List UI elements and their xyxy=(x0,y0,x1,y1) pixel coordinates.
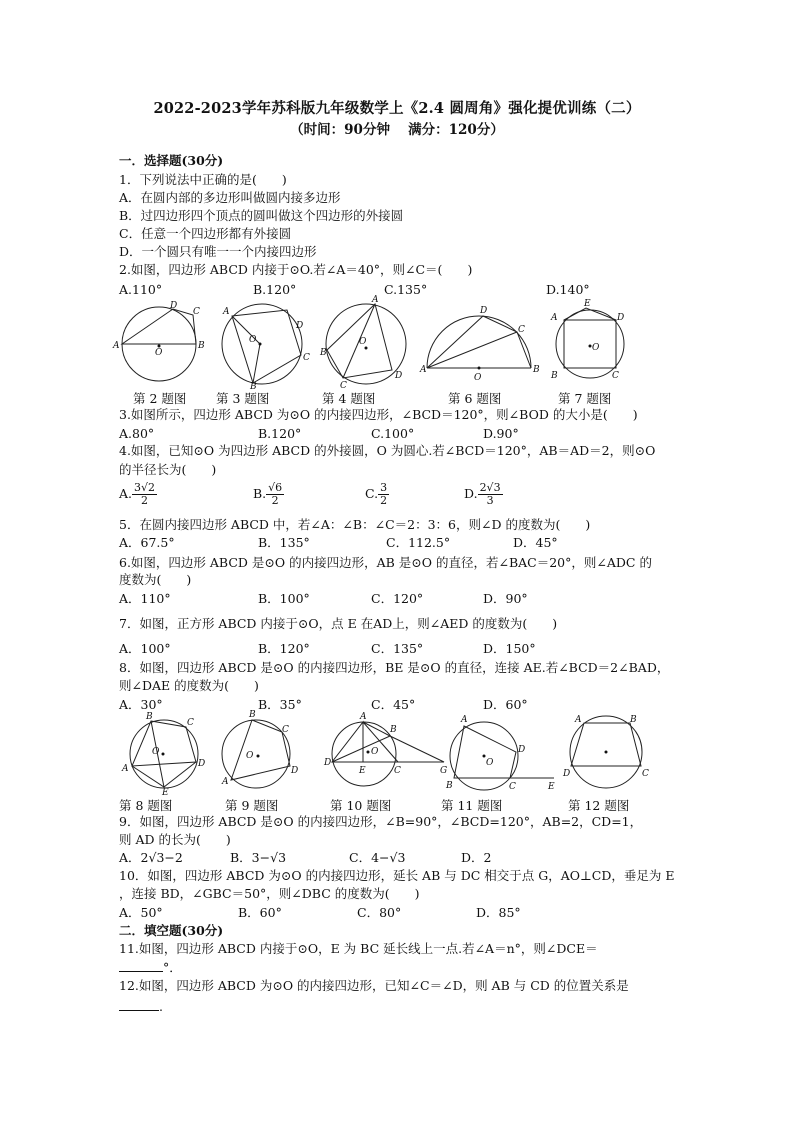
option-label: C. xyxy=(365,486,379,501)
q2-stem: 2.如图，四边形 ABCD 内接于⊙O.若∠A＝40°，则∠C＝( ) xyxy=(119,262,473,277)
q6-stem: 6.如图，四边形 ABCD 是⊙O 的内接四边形，AB 是⊙O 的直径，若∠BAC＝20°，则∠ADC 的 xyxy=(119,555,652,570)
svg-text:B: B xyxy=(250,382,257,392)
q4-option-b xyxy=(253,482,284,507)
svg-text:B: B xyxy=(630,715,637,725)
q10-option-c: C．80° xyxy=(357,905,402,920)
svg-text:O: O xyxy=(359,337,367,347)
svg-text:G: G xyxy=(440,766,448,776)
svg-text:B: B xyxy=(198,341,205,351)
svg-text:C: C xyxy=(303,353,310,363)
q7-option-c: C．135° xyxy=(371,641,424,656)
q8-option-a: A．30° xyxy=(119,697,163,712)
page-subtitle: （时间：90分钟 满分：120分） xyxy=(290,122,504,138)
denominator: 2 xyxy=(141,494,149,507)
denominator: 2 xyxy=(380,494,388,507)
svg-text:C: C xyxy=(642,769,649,779)
q2-option-a: A.110° xyxy=(119,282,163,297)
svg-text:C: C xyxy=(518,325,525,335)
numerator: √6 xyxy=(268,481,283,494)
q9-option-d: D．2 xyxy=(461,850,492,865)
option-label: A. xyxy=(119,486,133,501)
svg-text:A: A xyxy=(360,712,367,722)
q9-option-b: B．3−√3 xyxy=(230,850,287,865)
figure-q2 xyxy=(113,301,208,388)
fraction xyxy=(266,482,284,507)
option-label: B. xyxy=(253,486,267,501)
svg-text:D: D xyxy=(291,766,299,776)
svg-text:A: A xyxy=(222,777,229,787)
svg-text:A: A xyxy=(113,341,120,351)
svg-text:C: C xyxy=(612,371,619,381)
q2-option-b: B.120° xyxy=(253,282,297,297)
svg-text:O: O xyxy=(371,747,379,757)
q10-option-d: D．85° xyxy=(476,905,521,920)
section-heading-fill: 二．填空题(30分) xyxy=(119,923,224,938)
figure-q4 xyxy=(320,295,412,391)
q3-option-a: A.80° xyxy=(119,426,155,441)
q3-stem: 3.如图所示，四边形 ABCD 为⊙O 的内接四边形，∠BCD＝120°，则∠BOD 的大小是( ) xyxy=(119,407,638,422)
svg-text:A: A xyxy=(223,307,230,317)
q6-option-d: D．90° xyxy=(483,591,528,606)
q7-option-a: A．100° xyxy=(119,641,171,656)
q7-option-b: B．120° xyxy=(258,641,310,656)
figure-caption: 第 12 题图 xyxy=(568,798,630,813)
svg-text:O: O xyxy=(486,758,494,768)
q1-stem: 1．下列说法中正确的是( ) xyxy=(119,172,287,187)
svg-text:C: C xyxy=(509,782,516,792)
figure-q7 xyxy=(548,298,632,384)
q4-stem-cont: 的半径长为( ) xyxy=(119,462,217,477)
svg-text:D: D xyxy=(296,321,304,331)
q6-option-a: A．110° xyxy=(119,591,171,606)
q4-option-d xyxy=(464,482,503,507)
q8-option-d: D．60° xyxy=(483,697,528,712)
figure-caption: 第 10 题图 xyxy=(330,798,392,813)
page-title: 2022-2023学年苏科版九年级数学上《2.4 圆周角》强化提优训练（二） xyxy=(153,100,641,117)
svg-text:A: A xyxy=(461,715,468,725)
svg-text:B: B xyxy=(390,725,397,735)
q9-option-a: A．2√3−2 xyxy=(119,850,183,865)
q11-stem: 11.如图，四边形 ABCD 内接于⊙O，E 为 BC 延长线上一点.若∠A＝n°，则∠DCE＝ xyxy=(119,941,598,956)
numerator: 2√3 xyxy=(479,481,501,494)
q10-stem: 10．如图，四边形 ABCD 为⊙O 的内接四边形，延长 AB 与 DC 相交于点 G，AO⊥CD，垂足为 E xyxy=(119,868,675,883)
svg-text:O: O xyxy=(152,747,160,757)
svg-text:D: D xyxy=(170,301,178,311)
svg-text:O: O xyxy=(592,343,600,353)
svg-text:B: B xyxy=(146,712,153,722)
fraction xyxy=(132,482,157,507)
q7-stem: 7．如图，正方形 ABCD 内接于⊙O，点 E 在AD上，则∠AED 的度数为( ) xyxy=(119,616,558,631)
q12-stem: 12.如图，四边形 ABCD 为⊙O 的内接四边形，已知∠C＝∠D，则 AB 与 CD 的位置关系是 xyxy=(119,978,629,993)
fraction xyxy=(478,482,503,507)
figure-caption: 第 7 题图 xyxy=(558,391,612,406)
q6-option-b: B．100° xyxy=(258,591,310,606)
q8-option-b: B．35° xyxy=(258,697,302,712)
figure-caption: 第 8 题图 xyxy=(119,798,173,813)
q10-option-a: A．50° xyxy=(119,905,163,920)
svg-text:C: C xyxy=(193,307,200,317)
section-heading-choice: 一．选择题(30分) xyxy=(119,153,224,168)
q6-stem-cont: 度数为( ) xyxy=(119,572,192,587)
svg-text:C: C xyxy=(282,725,289,735)
figure-caption: 第 11 题图 xyxy=(441,798,503,813)
q5-stem: 5．在圆内接四边形 ABCD 中，若∠A：∠B：∠C＝2：3：6，则∠D 的度数为( ) xyxy=(119,517,591,532)
svg-text:B: B xyxy=(533,365,540,375)
svg-text:O: O xyxy=(246,751,254,761)
svg-text:O: O xyxy=(474,373,482,383)
figure-q12 xyxy=(562,710,649,794)
svg-text:C: C xyxy=(394,766,401,776)
svg-text:E: E xyxy=(162,788,169,798)
figure-caption: 第 3 题图 xyxy=(216,391,270,406)
figure-caption: 第 2 题图 xyxy=(133,391,187,406)
figure-caption: 第 6 题图 xyxy=(448,391,502,406)
svg-text:B: B xyxy=(551,371,558,381)
svg-text:D: D xyxy=(617,313,625,323)
svg-text:A: A xyxy=(420,365,427,375)
denominator: 3 xyxy=(486,494,494,507)
q5-option-c: C．112.5° xyxy=(386,535,451,550)
figure-caption: 第 4 题图 xyxy=(322,391,376,406)
svg-text:B: B xyxy=(320,348,327,358)
q8-stem-cont: 则∠DAE 的度数为( ) xyxy=(119,678,259,693)
figure-caption: 第 9 题图 xyxy=(225,798,279,813)
q4-option-c xyxy=(365,482,389,507)
q5-option-a: A．67.5° xyxy=(119,535,175,550)
q4-option-a xyxy=(119,482,157,507)
q9-option-c: C．4−√3 xyxy=(349,850,406,865)
q11-answer-line xyxy=(119,959,182,976)
q1-option-d: D．一个圆只有唯一一个内接四边形 xyxy=(119,244,317,259)
svg-text:D: D xyxy=(324,758,332,768)
svg-text:A: A xyxy=(575,715,582,725)
numerator: 3 xyxy=(380,481,388,494)
svg-text:D: D xyxy=(518,745,526,755)
q10-stem-cont: ，连接 BD，∠GBC＝50°，则∠DBC 的度数为( ) xyxy=(119,886,420,901)
svg-text:A: A xyxy=(372,295,379,305)
svg-text:O: O xyxy=(155,348,163,358)
q5-option-d: D．45° xyxy=(513,535,558,550)
figure-q8 xyxy=(118,712,210,798)
q2-option-c: C.135° xyxy=(384,282,428,297)
svg-text:D: D xyxy=(563,769,571,779)
q3-option-d: D.90° xyxy=(483,426,519,441)
q9-stem-cont: 则 AD 的长为( ) xyxy=(119,832,231,847)
q3-option-c: C.100° xyxy=(371,426,415,441)
fraction xyxy=(378,482,389,507)
svg-text:D: D xyxy=(480,306,488,316)
q12-answer-line xyxy=(119,998,163,1015)
q6-option-c: C．120° xyxy=(371,591,424,606)
q11-unit: °． xyxy=(163,960,182,975)
svg-text:A: A xyxy=(122,764,129,774)
figure-q11 xyxy=(446,712,558,796)
figure-q10 xyxy=(322,712,452,792)
q7-option-d: D．150° xyxy=(483,641,536,656)
svg-text:O: O xyxy=(249,335,257,345)
svg-text:B: B xyxy=(249,710,256,720)
answer-blank[interactable] xyxy=(119,959,163,972)
svg-text:E: E xyxy=(584,299,591,309)
q12-end: . xyxy=(159,999,163,1014)
svg-text:D: D xyxy=(395,371,403,381)
svg-text:C: C xyxy=(340,381,347,391)
figure-q3 xyxy=(218,298,310,392)
q5-option-b: B．135° xyxy=(258,535,310,550)
svg-text:B: B xyxy=(446,781,453,791)
q4-stem: 4.如图，已知⊙O 为四边形 ABCD 的外接圆，O 为圆心.若∠BCD＝120°，AB＝AD＝2，则⊙O xyxy=(119,443,656,458)
svg-text:C: C xyxy=(187,718,194,728)
q3-option-b: B.120° xyxy=(258,426,302,441)
numerator: 3√2 xyxy=(134,481,156,494)
denominator: 2 xyxy=(271,494,279,507)
option-label: D. xyxy=(464,486,478,501)
q1-option-b: B．过四边形四个顶点的圆叫做这个四边形的外接圆 xyxy=(119,208,404,223)
svg-text:E: E xyxy=(548,782,555,792)
figure-q9 xyxy=(218,712,300,796)
q8-stem: 8．如图，四边形 ABCD 是⊙O 的内接四边形，BE 是⊙O 的直径，连接 AE.若∠BCD＝2∠BAD， xyxy=(119,660,670,675)
figure-q6 xyxy=(420,302,540,383)
q1-option-a: A．在圆内部的多边形叫做圆内接多边形 xyxy=(119,190,341,205)
q8-option-c: C．45° xyxy=(371,697,416,712)
q9-stem: 9．如图，四边形 ABCD 是⊙O 的内接四边形，∠B=90°，∠BCD=120°，AB=2，CD=1， xyxy=(119,814,643,829)
svg-text:A: A xyxy=(551,313,558,323)
q1-option-c: C．任意一个四边形都有外接圆 xyxy=(119,226,292,241)
q10-option-b: B．60° xyxy=(238,905,282,920)
answer-blank[interactable] xyxy=(119,998,159,1011)
svg-text:E: E xyxy=(359,766,366,776)
svg-text:D: D xyxy=(198,759,206,769)
q2-option-d: D.140° xyxy=(546,282,590,297)
